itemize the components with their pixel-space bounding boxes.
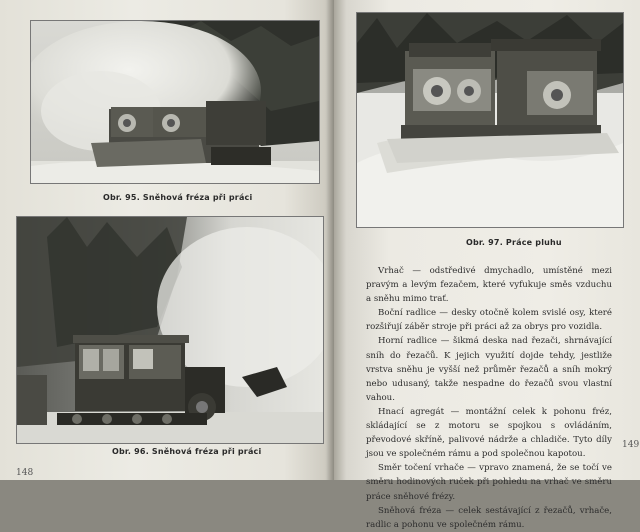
figure-96-caption: Obr. 96. Sněhová fréza při práci bbox=[112, 447, 262, 456]
figure-97-caption: Obr. 97. Práce pluhu bbox=[466, 238, 562, 247]
definition-horni-radlice: — šikmá deska nad řezači, shrnávající sníh do řezačů. K jejich využití dojde tehdy, jestliže vrstva sněhu je vyšší než průměr řezačů a sníh mokrý nebo udusaný, takže nespadne do řezačů svou vlastní vahou. bbox=[366, 336, 612, 403]
term-hnaci-agregat: Hnací agregát bbox=[378, 406, 445, 417]
snow-blower-photo-2 bbox=[17, 217, 323, 443]
definition-bocni-radlice: — desky otočně kolem svislé osy, které rozšiřují záběr stroje při práci až za obrys pro vozidla. bbox=[366, 308, 612, 333]
term-bocni-radlice: Boční radlice bbox=[378, 308, 437, 319]
paragraph-snehova-freza bbox=[366, 504, 612, 532]
page-number-left: 148 bbox=[16, 468, 34, 478]
definition-hnaci-agregat: — montážní celek k pohonu fréz, skládající se z motoru se spojkou s ovládáním, převodové skříně, palivové nádrže a chladiče. Tyto díly jsou ve společném rámu a pod společnou kapotou. bbox=[366, 406, 613, 460]
term-vrhac: Vrhač bbox=[378, 266, 404, 276]
paragraph-bocni-radlice bbox=[366, 306, 612, 334]
figure-95-caption: Obr. 95. Sněhová fréza při práci bbox=[103, 193, 253, 202]
glossary-text bbox=[366, 264, 612, 532]
paragraph-hnaci-agregat bbox=[366, 405, 612, 461]
paragraph-vrhac bbox=[366, 264, 612, 306]
term-snehova-freza: Sněhová fréza bbox=[378, 505, 442, 516]
snow-blower-photo-1 bbox=[31, 21, 319, 183]
paragraph-smer-toceni bbox=[366, 461, 612, 503]
term-smer-toceni: Směr točení vrhače bbox=[378, 463, 465, 474]
left-page bbox=[0, 0, 334, 480]
figure-97-photo bbox=[356, 12, 624, 228]
figure-96-photo bbox=[16, 216, 324, 444]
page-number-right: 149 bbox=[622, 440, 640, 450]
definition-snehova-freza: — celek sestávající z řezačů, vrhače, radlic a pohonu ve společném rámu. bbox=[366, 505, 612, 530]
paragraph-horni-radlice bbox=[366, 334, 612, 404]
term-horni-radlice: Horní radlice bbox=[378, 336, 437, 347]
definition-smer-toceni: — vpravo znamená, že se točí ve směru hodinových ruček při pohledu na vrhač ve směru práce sněhové frézy. bbox=[366, 463, 612, 502]
figure-95-photo bbox=[30, 20, 320, 184]
definition-vrhac: — odstředivé dmychadlo, umístěné mezi pravým a levým fezačem, které vyfukuje směs vzduchu a sněhu mimo trať. bbox=[366, 266, 612, 305]
snow-plough-photo bbox=[357, 13, 623, 227]
